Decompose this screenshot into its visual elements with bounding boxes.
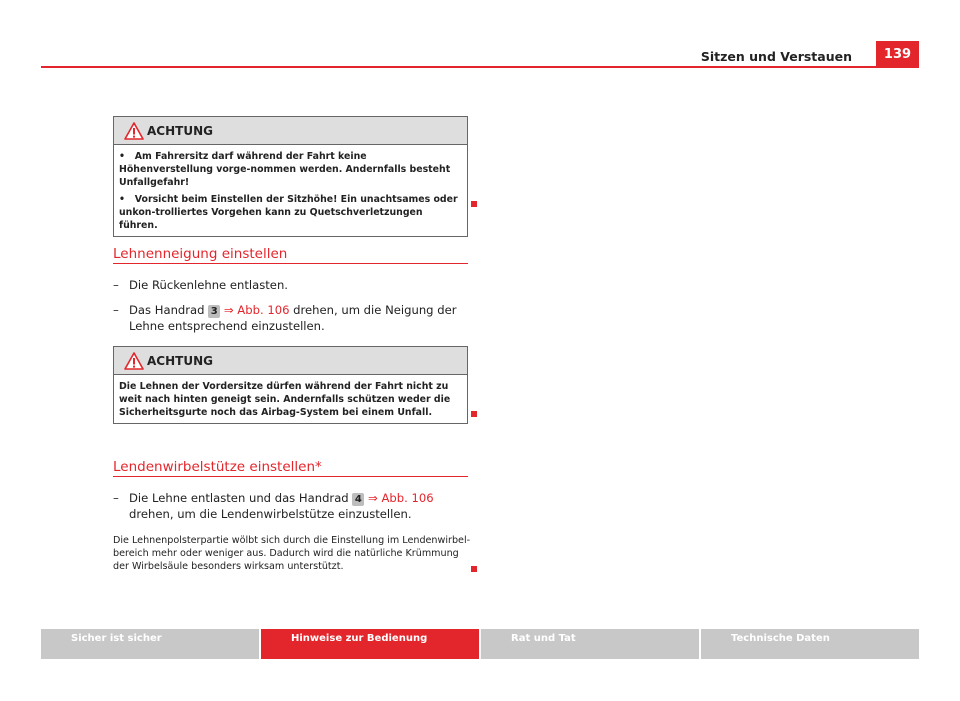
warning-item: • Vorsicht beim Einstellen der Sitzhöhe! Ein unachtsames oder unkon-trolliertes Vorgehen kann zu Quetschverletzungen führen. xyxy=(119,194,458,231)
step-item: – Das Handrad 3 ⇒ Abb. 106 drehen, um die Neigung der Lehne entsprechend einzustellen. xyxy=(113,303,457,333)
step-item: – Die Lehne entlasten und das Handrad 4 ⇒ Abb. 106 drehen, um die Lendenwirbelstütze einzustellen. xyxy=(113,491,434,521)
page-number: 139 xyxy=(876,41,919,67)
footer-tab-technische-daten[interactable]: Technische Daten xyxy=(701,629,919,659)
callout-number-badge: 4 xyxy=(352,493,364,506)
header-rule xyxy=(41,66,919,68)
footer-tab-sicher-ist-sicher[interactable]: Sicher ist sicher xyxy=(41,629,259,659)
footer-tab-rat-und-tat[interactable]: Rat und Tat xyxy=(481,629,699,659)
section-rule xyxy=(113,476,468,477)
warning-header xyxy=(114,347,467,375)
footer-tab-hinweise-zur-bedienung[interactable]: Hinweise zur Bedienung xyxy=(261,629,479,659)
footer-chapter-nav xyxy=(41,629,919,659)
section-end-mark xyxy=(471,411,477,417)
step-item: – Die Rückenlehne entlasten. xyxy=(113,278,288,292)
section-end-mark xyxy=(471,201,477,207)
section-end-mark xyxy=(471,566,477,572)
section-title-backrest-angle: Lehnenneigung einstellen xyxy=(113,246,288,262)
section-title-lumbar-support: Lendenwirbelstütze einstellen* xyxy=(113,459,322,475)
warning-label: ACHTUNG xyxy=(147,124,213,138)
warning-header xyxy=(114,117,467,145)
warning-label: ACHTUNG xyxy=(147,354,213,368)
running-header-title: Sitzen und Verstauen xyxy=(700,49,852,64)
warning-box-backrest xyxy=(113,346,468,424)
section-rule xyxy=(113,263,468,264)
warning-box-seat-height xyxy=(113,116,468,237)
warning-triangle-icon xyxy=(124,122,144,140)
body-paragraph: Die Lehnenpolsterpartie wölbt sich durch die Einstellung im Lendenwirbel-bereich mehr oder weniger aus. Dadurch wird die natürliche Krümmung der Wirbelsäule besonders wirksam unterstützt. xyxy=(113,535,471,572)
warning-triangle-icon xyxy=(124,352,144,370)
figure-reference-link[interactable]: ⇒ Abb. 106 xyxy=(368,491,434,505)
figure-reference-link[interactable]: ⇒ Abb. 106 xyxy=(223,303,290,317)
warning-item: • Am Fahrersitz darf während der Fahrt keine Höhenverstellung vorge-nommen werden. Andernfalls besteht Unfallgefahr! xyxy=(119,151,451,188)
warning-text: Die Lehnen der Vordersitze dürfen während der Fahrt nicht zu weit nach hinten geneigt sein. Andernfalls schützen weder die Sicherheitsgurte noch das Airbag-System bei einem Unfall. xyxy=(119,381,451,418)
callout-number-badge: 3 xyxy=(208,305,220,318)
